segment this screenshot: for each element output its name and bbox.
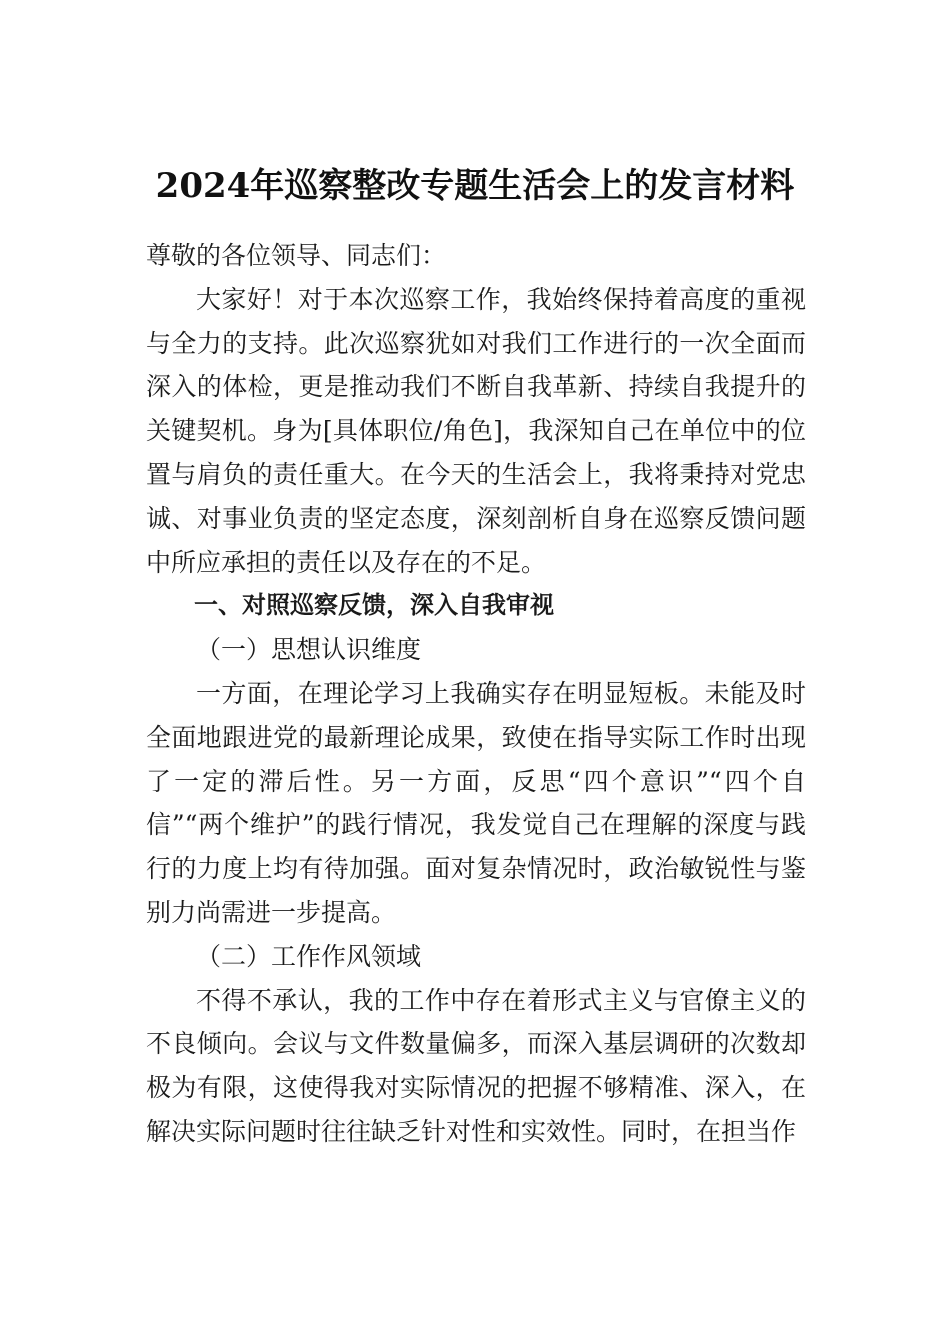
section-heading: 一、对照巡察反馈，深入自我审视 <box>194 591 554 620</box>
subsection-paragraph-workstyle: 不得不承认，我的工作中存在着形式主义与官僚主义的不良倾向。会议与文件数量偏多，而深入基层调研的次数却极为有限，这使得我对实际情况的把握不够精准、深入，在解决实际问题时往往缺乏针对性和实效性。同时，在担当作 <box>146 985 806 1146</box>
document-body <box>146 234 806 1154</box>
subsection-heading-workstyle: （二）工作作风领域 <box>196 941 422 971</box>
salutation: 尊敬的各位领导、同志们： <box>146 241 447 270</box>
subsection-heading-thought: （一）思想认识维度 <box>196 635 422 665</box>
subsection-paragraph-thought: 一方面，在理论学习上我确实存在明显短板。未能及时全面地跟进党的最新理论成果，致使在指导实际工作时出现了一定的滞后性。另一方面，反思“四个意识”“四个自信”“两个维护”的践行情况，我发觉自己在理解的深度与践行的力度上均有待加强。面对复杂情况时，政治敏锐性与鉴别力尚需进一步提高。 <box>146 678 806 927</box>
document-title: 2024年巡察整改专题生活会上的发言材料 <box>155 166 795 206</box>
intro-paragraph: 大家好！对于本次巡察工作，我始终保持着高度的重视与全力的支持。此次巡察犹如对我们工作进行的一次全面而深入的体检，更是推动我们不断自我革新、持续自我提升的关键契机。身为[具体职位/角色]，我深知自己在单位中的位置与肩负的责任重大。在今天的生活会上，我将秉持对党忠诚、对事业负责的坚定态度，深刻剖析自身在巡察反馈问题中所应承担的责任以及存在的不足。 <box>146 284 806 577</box>
